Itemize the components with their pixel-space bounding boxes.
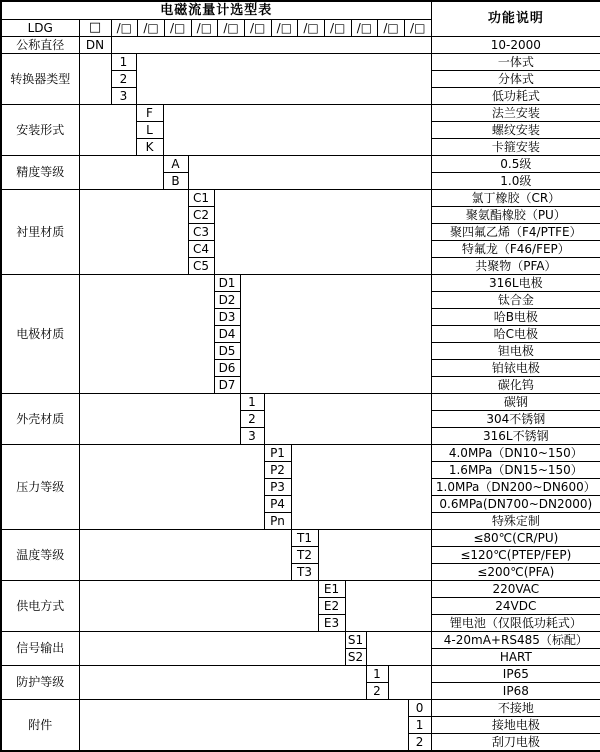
description-cell: 氯丁橡胶（CR） <box>431 190 600 207</box>
code-cell: 0 <box>408 700 431 717</box>
code-cell: D7 <box>214 377 240 394</box>
code-cell: E2 <box>318 598 345 615</box>
right-spacer-cell <box>240 275 431 394</box>
description-cell: 1.0MPa（DN200~DN600） <box>431 479 600 496</box>
code-cell: 1 <box>111 54 136 71</box>
right-spacer-cell <box>111 37 431 54</box>
code-cell: D2 <box>214 292 240 309</box>
description-cell: 碳钢 <box>431 394 600 411</box>
description-cell: 刮刀电极 <box>431 734 600 752</box>
code-cell: P3 <box>264 479 291 496</box>
left-spacer-cell <box>79 190 188 275</box>
description-cell: 螺纹安装 <box>431 122 600 139</box>
code-cell: S2 <box>345 649 366 666</box>
right-spacer-cell <box>188 156 431 190</box>
code-cell: 3 <box>240 428 264 445</box>
description-cell: ≤120℃(PTEP/FEP) <box>431 547 600 564</box>
description-cell: 共聚物（PFA） <box>431 258 600 275</box>
slot-box: /□ <box>218 20 245 36</box>
category-label: 外壳材质 <box>1 394 79 445</box>
category-label: 供电方式 <box>1 581 79 632</box>
code-cell: C4 <box>188 241 214 258</box>
code-cell: 1 <box>366 666 388 683</box>
category-label: 安装形式 <box>1 105 79 156</box>
left-spacer-cell <box>79 632 345 666</box>
code-cell: D3 <box>214 309 240 326</box>
table-row <box>1 105 600 122</box>
code-cell: E3 <box>318 615 345 632</box>
code-cell: D6 <box>214 360 240 377</box>
model-slot-boxes <box>111 20 431 37</box>
code-cell: 1 <box>240 394 264 411</box>
category-label: 转换器类型 <box>1 54 79 105</box>
code-cell: K <box>136 139 163 156</box>
slot-box: /□ <box>378 20 405 36</box>
table-row <box>1 275 600 292</box>
description-cell: 220VAC <box>431 581 600 598</box>
description-cell: 316L不锈钢 <box>431 428 600 445</box>
description-cell: 4.0MPa（DN10~150） <box>431 445 600 462</box>
code-cell: P1 <box>264 445 291 462</box>
category-label: 电极材质 <box>1 275 79 394</box>
code-cell: T3 <box>291 564 318 581</box>
code-cell: D1 <box>214 275 240 292</box>
code-cell: C1 <box>188 190 214 207</box>
description-cell: 不接地 <box>431 700 600 717</box>
table-row <box>1 54 600 71</box>
description-cell: 分体式 <box>431 71 600 88</box>
model-first-slot-box: □ <box>79 20 111 37</box>
left-spacer-cell <box>79 666 366 700</box>
description-cell: 钛合金 <box>431 292 600 309</box>
description-cell: 特殊定制 <box>431 513 600 530</box>
description-cell: 4-20mA+RS485（标配） <box>431 632 600 649</box>
right-spacer-cell <box>366 632 431 666</box>
category-label: 信号输出 <box>1 632 79 666</box>
right-spacer-cell <box>264 394 431 445</box>
table-row <box>1 530 600 547</box>
code-cell: 1 <box>408 717 431 734</box>
table-row <box>1 190 600 207</box>
description-cell: 聚四氟乙烯（F4/PTFE） <box>431 224 600 241</box>
description-cell: 哈B电极 <box>431 309 600 326</box>
description-cell: 法兰安装 <box>431 105 600 122</box>
code-cell: E1 <box>318 581 345 598</box>
code-cell: Pn <box>264 513 291 530</box>
page-title: 电磁流量计选型表 <box>1 1 431 20</box>
left-spacer-cell <box>79 54 111 105</box>
code-cell: C2 <box>188 207 214 224</box>
description-cell: 聚氨酯橡胶（PU） <box>431 207 600 224</box>
description-cell: 10-2000 <box>431 37 600 54</box>
description-cell: 一体式 <box>431 54 600 71</box>
slot-box: /□ <box>112 20 139 36</box>
code-cell: 2 <box>366 683 388 700</box>
left-spacer-cell <box>79 581 318 632</box>
slot-box: /□ <box>410 20 426 35</box>
function-column-header: 功能说明 <box>431 1 600 37</box>
left-spacer-cell <box>79 700 408 752</box>
description-cell: IP65 <box>431 666 600 683</box>
description-cell: 1.0级 <box>431 173 600 190</box>
category-label: 衬里材质 <box>1 190 79 275</box>
slot-box: /□ <box>325 20 352 36</box>
slot-box: /□ <box>138 20 165 36</box>
code-cell: L <box>136 122 163 139</box>
code-cell: P2 <box>264 462 291 479</box>
left-spacer-cell <box>79 445 264 530</box>
slot-box: /□ <box>298 20 325 36</box>
description-cell: 316L电极 <box>431 275 600 292</box>
code-cell: 2 <box>111 71 136 88</box>
description-cell: 特氟龙（F46/FEP） <box>431 241 600 258</box>
left-spacer-cell <box>79 156 163 190</box>
category-label: 温度等级 <box>1 530 79 581</box>
description-cell: 接地电极 <box>431 717 600 734</box>
code-cell: 2 <box>240 411 264 428</box>
description-cell: 碳化钨 <box>431 377 600 394</box>
slot-box: /□ <box>192 20 219 36</box>
right-spacer-cell <box>214 190 431 275</box>
slot-box: /□ <box>272 20 299 36</box>
description-cell: ≤80℃(CR/PU) <box>431 530 600 547</box>
description-cell: HART <box>431 649 600 666</box>
code-cell: S1 <box>345 632 366 649</box>
table-row <box>1 156 600 173</box>
description-cell: 304不锈钢 <box>431 411 600 428</box>
description-cell: ≤200℃(PFA) <box>431 564 600 581</box>
description-cell: 卡箍安装 <box>431 139 600 156</box>
description-cell: 低功耗式 <box>431 88 600 105</box>
code-cell: C3 <box>188 224 214 241</box>
right-spacer-cell <box>163 105 431 156</box>
category-label: 附件 <box>1 700 79 752</box>
description-cell: IP68 <box>431 683 600 700</box>
code-cell: P4 <box>264 496 291 513</box>
code-cell: 3 <box>111 88 136 105</box>
table-row <box>1 700 600 717</box>
slot-box: /□ <box>352 20 379 36</box>
right-spacer-cell <box>291 445 431 530</box>
description-cell: 钽电极 <box>431 343 600 360</box>
model-code-label: LDG <box>1 20 79 37</box>
description-cell: 0.6MPa(DN700~DN2000) <box>431 496 600 513</box>
category-label: 精度等级 <box>1 156 79 190</box>
code-cell: F <box>136 105 163 122</box>
slot-box: /□ <box>165 20 192 36</box>
code-cell: 2 <box>408 734 431 752</box>
code-cell: C5 <box>188 258 214 275</box>
left-spacer-cell <box>79 105 136 156</box>
description-cell: 铂铱电极 <box>431 360 600 377</box>
description-cell: 哈C电极 <box>431 326 600 343</box>
table-row <box>1 37 600 54</box>
left-spacer-cell <box>79 394 240 445</box>
category-label: 压力等级 <box>1 445 79 530</box>
left-spacer-cell <box>79 275 214 394</box>
table-row <box>1 581 600 598</box>
right-spacer-cell <box>136 54 431 105</box>
slot-box: /□ <box>245 20 272 36</box>
description-cell: 0.5级 <box>431 156 600 173</box>
left-spacer-cell <box>79 530 291 581</box>
code-cell: B <box>163 173 188 190</box>
right-spacer-cell <box>318 530 431 581</box>
description-cell: 24VDC <box>431 598 600 615</box>
code-cell: T1 <box>291 530 318 547</box>
table-row <box>1 1 600 20</box>
code-cell: T2 <box>291 547 318 564</box>
table-row <box>1 666 600 683</box>
right-spacer-cell <box>388 666 431 700</box>
category-label: 防护等级 <box>1 666 79 700</box>
table-row <box>1 632 600 649</box>
code-cell: D4 <box>214 326 240 343</box>
description-cell: 1.6MPa（DN15~150） <box>431 462 600 479</box>
right-spacer-cell <box>345 581 431 632</box>
description-cell: 锂电池（仅限低功耗式） <box>431 615 600 632</box>
table-row <box>1 394 600 411</box>
code-cell: D5 <box>214 343 240 360</box>
code-cell: A <box>163 156 188 173</box>
slot-box-strip <box>112 20 431 36</box>
category-label: 公称直径 <box>1 37 79 54</box>
table-row <box>1 445 600 462</box>
code-cell: DN <box>79 37 111 54</box>
